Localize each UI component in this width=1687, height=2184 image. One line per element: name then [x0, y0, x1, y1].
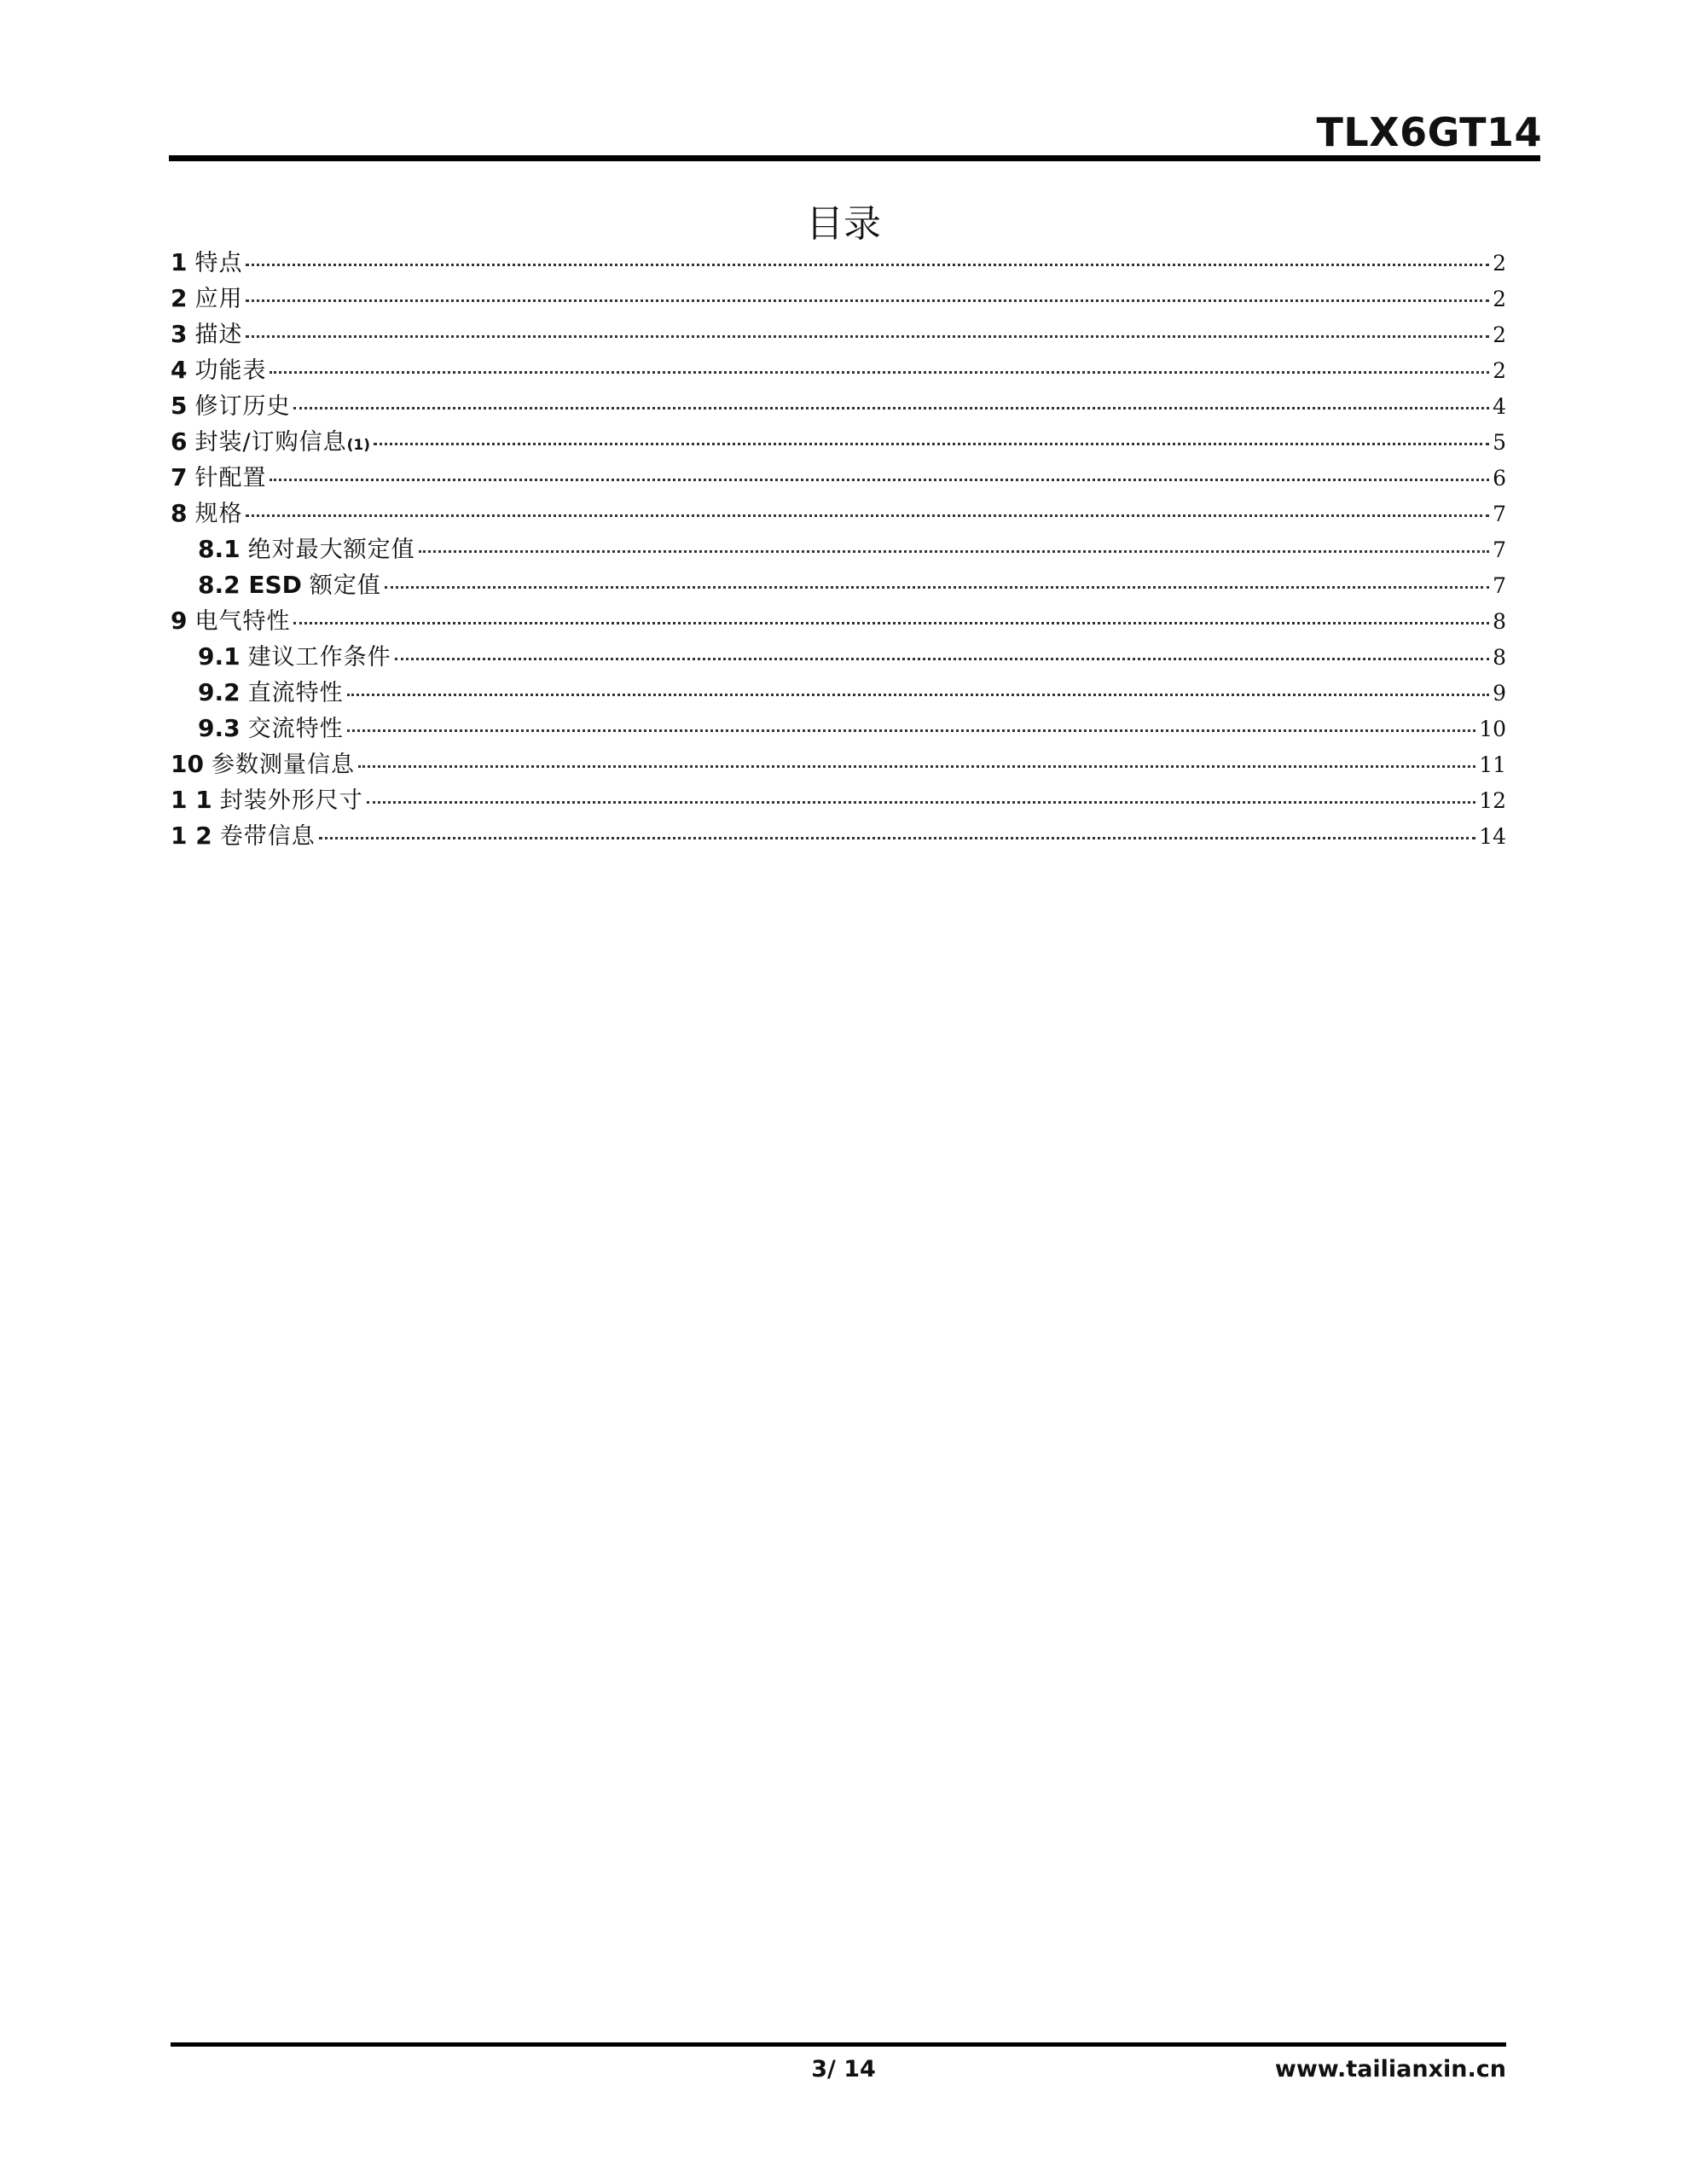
toc-entry[interactable]	[171, 495, 1506, 531]
toc-entry[interactable]	[171, 781, 1506, 817]
toc-entry-page: 2	[1493, 322, 1506, 347]
toc-entry-number: 8.2 ESD	[198, 571, 302, 599]
toc-entry-number: 9	[171, 607, 188, 635]
toc-entry-title: 参数测量信息	[211, 752, 355, 778]
toc-entry-title: 建议工作条件	[247, 644, 391, 671]
toc-entry-number: 4	[171, 356, 188, 384]
toc-entry-number: 2	[171, 284, 188, 312]
toc-entry-title: 功能表	[194, 357, 267, 384]
toc-dot-leader	[419, 550, 1489, 553]
toc-entry-number: 9.3	[198, 714, 241, 742]
toc-entry-title: 特点	[194, 250, 243, 276]
toc-entry[interactable]	[171, 817, 1506, 853]
toc-dot-leader	[319, 837, 1475, 839]
toc-entry-number: 3	[171, 320, 188, 348]
toc-entry[interactable]	[171, 602, 1506, 638]
toc-dot-leader	[374, 443, 1489, 445]
toc-entry[interactable]	[171, 531, 1506, 566]
toc-dot-leader	[347, 729, 1476, 732]
toc-entry-page: 14	[1479, 824, 1506, 849]
toc-entry-number: 1 1	[171, 786, 212, 814]
toc-entry[interactable]	[171, 746, 1506, 781]
toc-entry-number: 6	[171, 427, 188, 456]
toc-entry-page: 9	[1493, 681, 1506, 706]
toc-entry[interactable]	[171, 387, 1506, 423]
toc-entry-title: 卷带信息	[219, 823, 316, 850]
toc-dot-leader	[246, 299, 1489, 302]
toc-entry-page: 2	[1493, 251, 1506, 276]
page-number: 3/ 14	[811, 2056, 876, 2082]
toc-entry-page: 6	[1493, 466, 1506, 491]
toc-dot-leader	[395, 658, 1489, 660]
toc-entry-number: 1 2	[171, 822, 212, 850]
toc-entry-page: 10	[1479, 717, 1506, 741]
toc-entry-number: 10	[171, 750, 204, 778]
toc-entry-page: 11	[1479, 752, 1506, 777]
toc-entry[interactable]	[171, 244, 1506, 280]
toc-entry-title: 封装/订购信息	[194, 429, 347, 456]
toc-entry-page: 12	[1479, 788, 1506, 813]
toc-entry-title: 电气特性	[194, 608, 291, 635]
toc-entry-title: 额定值	[309, 572, 381, 599]
toc-entry-title: 针配置	[194, 465, 267, 491]
toc-entry[interactable]	[171, 280, 1506, 316]
toc-entry-number: 8	[171, 499, 188, 527]
toc-entry-page: 4	[1493, 394, 1506, 419]
toc-heading: 目录	[806, 202, 881, 246]
toc-entry[interactable]	[171, 710, 1506, 746]
toc-dot-leader	[246, 264, 1489, 266]
toc-entry-number: 1	[171, 248, 188, 276]
toc-entry-page: 7	[1493, 573, 1506, 598]
toc-entry-page: 7	[1493, 502, 1506, 526]
toc-entry-number: 9.2	[198, 678, 241, 706]
toc-dot-leader	[293, 622, 1489, 624]
toc-entry[interactable]	[171, 638, 1506, 674]
toc-entry-title: 规格	[194, 501, 243, 527]
toc-dot-leader	[246, 514, 1489, 517]
toc-entry-number: 8.1	[198, 535, 241, 563]
toc-dot-leader	[358, 765, 1475, 768]
toc-dot-leader	[293, 407, 1489, 410]
toc-entry-page: 2	[1493, 287, 1506, 311]
toc-entry[interactable]	[171, 316, 1506, 351]
toc-entry-page: 8	[1493, 609, 1506, 634]
toc-entry[interactable]	[171, 351, 1506, 387]
toc-dot-leader	[246, 335, 1489, 338]
toc-entry-title: 修订历史	[194, 393, 291, 420]
toc-entry-page: 5	[1493, 430, 1506, 455]
toc-entry-page: 7	[1493, 537, 1506, 562]
toc-dot-leader	[385, 586, 1489, 589]
toc-entry-title: 直流特性	[247, 680, 344, 706]
toc-entry-title: 交流特性	[247, 716, 344, 742]
document-title: TLX6GT14	[1316, 109, 1542, 155]
toc-entry[interactable]: 6 封装/订购信息 (1) 5	[171, 423, 1506, 459]
toc-entry[interactable]	[171, 459, 1506, 495]
toc-entry[interactable]	[171, 674, 1506, 710]
toc-entry-page: 8	[1493, 645, 1506, 670]
table-of-contents	[171, 244, 1506, 853]
toc-entry-title: 应用	[194, 286, 243, 312]
website-link[interactable]: www.tailianxin.cn	[1274, 2056, 1506, 2082]
footer-divider	[171, 2042, 1506, 2047]
toc-entry-title: 描述	[194, 322, 243, 348]
toc-dot-leader	[347, 694, 1489, 696]
toc-entry-page: 2	[1493, 358, 1506, 383]
toc-entry-title: 绝对最大额定值	[247, 537, 415, 563]
toc-dot-leader	[270, 479, 1489, 481]
toc-entry-number: 7	[171, 463, 188, 491]
toc-dot-leader	[367, 801, 1475, 804]
toc-entry-number: 5	[171, 392, 188, 420]
toc-dot-leader	[270, 371, 1489, 374]
toc-entry-number: 9.1	[198, 642, 241, 671]
toc-entry-title: 封装外形尺寸	[219, 787, 363, 814]
toc-entry[interactable]	[171, 566, 1506, 602]
header-divider	[169, 155, 1540, 161]
